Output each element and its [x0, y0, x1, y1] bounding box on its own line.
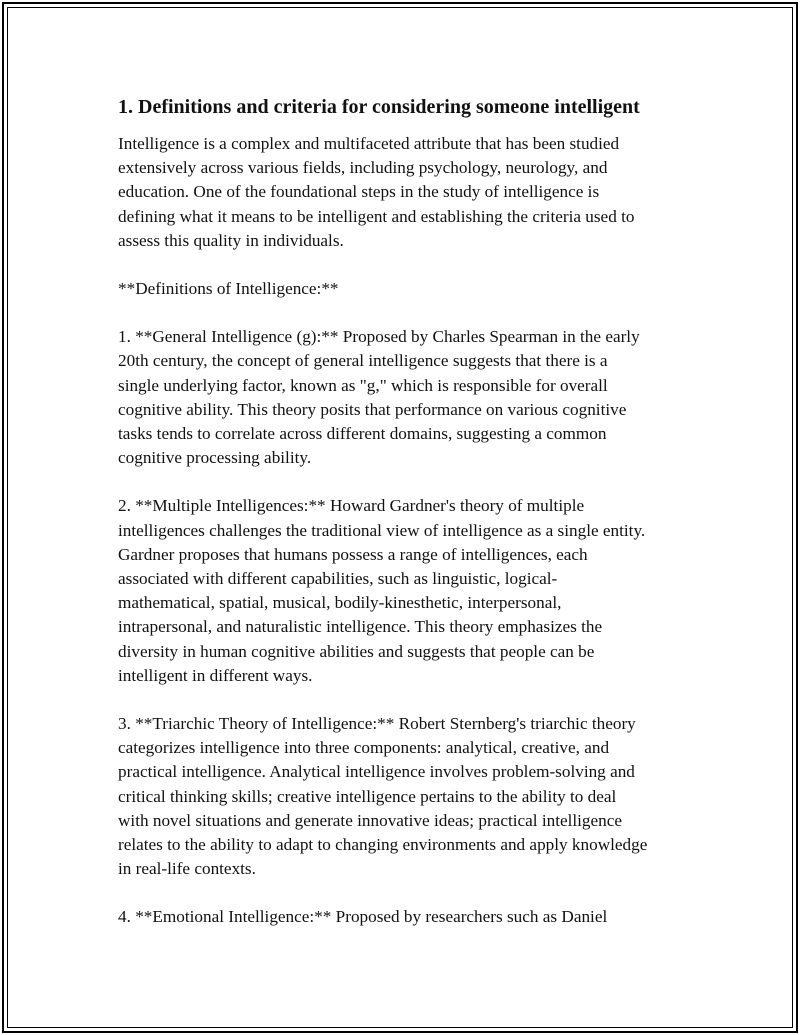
text-line: intelligences challenges the traditional view of intelligence as a single entity.	[118, 520, 646, 540]
text-line: 1. **General Intelligence (g):** Proposed by Charles Spearman in the early	[118, 327, 640, 347]
text-line: practical intelligence. Analytical intelligence involves problem-solving and	[118, 762, 635, 782]
text-line: 20th century, the concept of general intelligence suggests that there is a	[118, 351, 608, 371]
text-line: categorizes intelligence into three components: analytical, creative, and	[118, 738, 610, 758]
text-line: assess this quality in individuals.	[118, 230, 344, 250]
text-line: mathematical, spatial, musical, bodily-kinesthetic, interpersonal,	[118, 593, 562, 613]
text-line: in real-life contexts.	[118, 859, 256, 879]
paragraph	[118, 494, 690, 688]
text-line: intelligent in different ways.	[118, 665, 313, 685]
text-line: 3. **Triarchic Theory of Intelligence:** Robert Sternberg's triarchic theory	[118, 714, 636, 734]
text-line: diversity in human cognitive abilities and suggests that people can be	[118, 641, 595, 661]
text-line: associated with different capabilities, such as linguistic, logical-	[118, 569, 558, 589]
paragraph-list	[118, 132, 690, 930]
text-line: cognitive ability. This theory posits that performance on various cognitive	[118, 399, 627, 419]
paragraph	[118, 712, 690, 881]
text-line: tasks tends to correlate across different domains, suggesting a common	[118, 424, 607, 444]
paragraph	[118, 325, 690, 470]
text-line: Gardner proposes that humans possess a range of intelligences, each	[118, 544, 588, 564]
paragraph	[118, 905, 690, 929]
text-line: extensively across various fields, including psychology, neurology, and	[118, 158, 608, 178]
text-line: 4. **Emotional Intelligence:** Proposed by researchers such as Daniel	[118, 907, 608, 927]
text-line: 2. **Multiple Intelligences:** Howard Gardner's theory of multiple	[118, 496, 585, 516]
text-line: education. One of the foundational steps in the study of intelligence is	[118, 182, 600, 202]
text-line: relates to the ability to adapt to changing environments and apply knowledge	[118, 835, 648, 855]
paragraph	[118, 277, 690, 301]
paragraph	[118, 132, 690, 253]
text-line: Intelligence is a complex and multifaceted attribute that has been studied	[118, 134, 620, 153]
text-line: critical thinking skills; creative intelligence pertains to the ability to deal	[118, 786, 617, 806]
text-line: defining what it means to be intelligent and establishing the criteria used to	[118, 206, 635, 226]
section-heading: 1. Definitions and criteria for considering someone intelligent	[118, 96, 640, 118]
text-line: single underlying factor, known as "g," which is responsible for overall	[118, 375, 608, 395]
document-body	[118, 94, 690, 954]
text-line: **Definitions of Intelligence:**	[118, 279, 339, 299]
text-line: with novel situations and generate innovative ideas; practical intelligence	[118, 810, 622, 830]
text-line: cognitive processing ability.	[118, 448, 312, 468]
text-line: intrapersonal, and naturalistic intelligence. This theory emphasizes the	[118, 617, 603, 637]
